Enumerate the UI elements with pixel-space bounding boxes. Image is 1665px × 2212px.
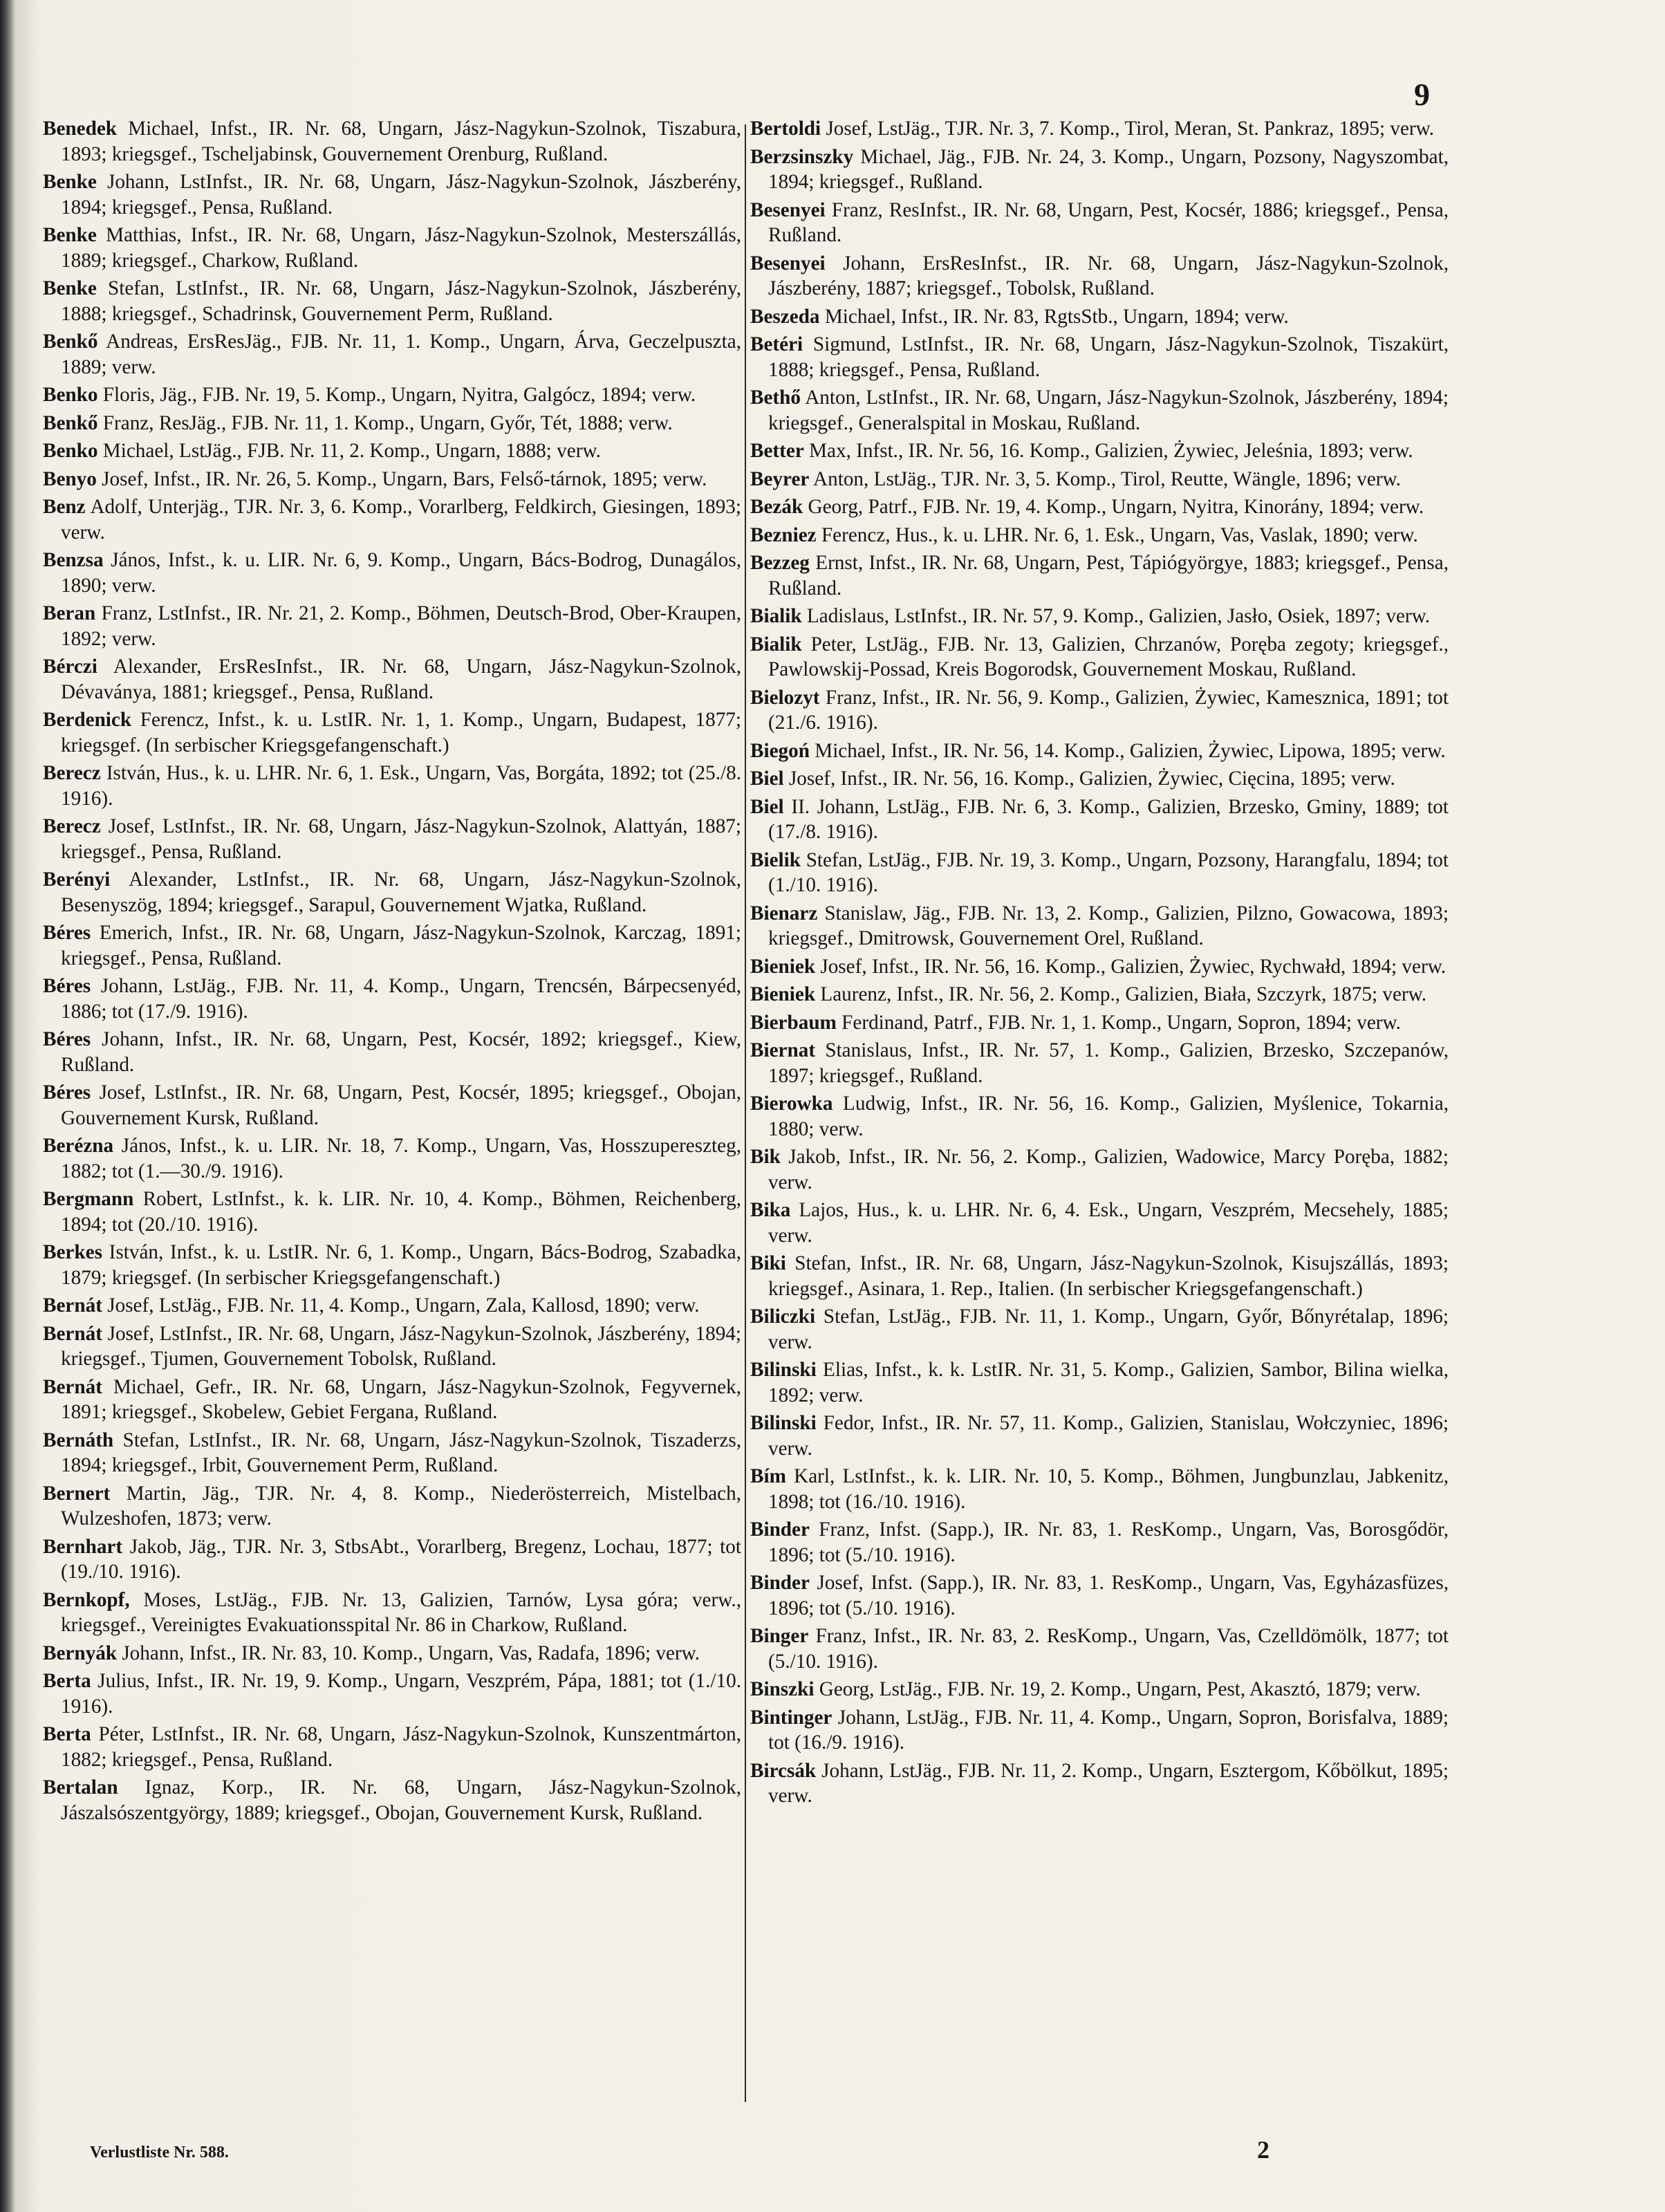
list-entry [750, 1677, 1449, 1702]
entry-surname: Bialik [750, 633, 802, 656]
left-column [43, 116, 741, 2129]
list-entry [43, 467, 741, 492]
right-column [750, 116, 1449, 2129]
entry-details: Stefan, LstJäg., FJB. Nr. 19, 3. Komp., Ungarn, Pozsony, Harangfalu, 1894; tot (1./10. 1916). [768, 848, 1449, 896]
list-entry [43, 1428, 741, 1478]
entry-details: Anton, LstInfst., IR. Nr. 68, Ungarn, Jász-Nagykun-Szolnok, Jászberény, 1894; kriegsgef., Generalspital in Moskau, Rußland. [768, 387, 1449, 434]
list-entry [43, 1321, 741, 1372]
entry-details: Franz, ResJäg., FJB. Nr. 11, 1. Komp., Ungarn, Győr, Tét, 1888; verw. [102, 411, 673, 434]
entry-surname: Berkes [43, 1241, 102, 1263]
entry-details: Michael, Gefr., IR. Nr. 68, Ungarn, Jász-Nagykun-Szolnok, Fegyvernek, 1891; kriegsgef., Skobelew, Gebiet Fergana, Rußland. [61, 1375, 741, 1423]
entry-details: Andreas, ErsResJäg., FJB. Nr. 11, 1. Komp., Ungarn, Árva, Geczelpuszta, 1889; verw. [61, 331, 741, 378]
list-entry [750, 685, 1449, 736]
entry-details: Stefan, LstInfst., IR. Nr. 68, Ungarn, Jász-Nagykun-Szolnok, Tiszaderzs, 1894; kriegsgef., Irbit, Gouvernement Perm, Rußland. [61, 1429, 741, 1476]
entry-details: Georg, Patrf., FJB. Nr. 19, 4. Komp., Ungarn, Nyitra, Kinorány, 1894; verw. [808, 496, 1424, 518]
entry-details: Johann, LstJäg., FJB. Nr. 11, 2. Komp., Ungarn, Esztergom, Kőbölkut, 1895; verw. [768, 1759, 1449, 1807]
entry-details: Josef, LstInfst., IR. Nr. 68, Ungarn, Jász-Nagykun-Szolnok, Alattyán, 1887; kriegsgef., Pensa, Rußland. [61, 815, 741, 863]
entry-details: Franz, Infst., IR. Nr. 83, 2. ResKomp., Ungarn, Vas, Czelldömölk, 1877; tot (5./10. 1916). [768, 1625, 1449, 1673]
entry-details: János, Infst., k. u. LIR. Nr. 6, 9. Komp., Ungarn, Bács-Bodrog, Dunagálos, 1890; verw. [61, 549, 741, 597]
entry-details: Stefan, LstJäg., FJB. Nr. 11, 1. Komp., Ungarn, Győr, Bőnyrétalap, 1896; verw. [768, 1305, 1449, 1353]
list-entry [43, 974, 741, 1024]
list-entry [43, 1293, 741, 1319]
entry-surname: Beran [43, 602, 96, 624]
list-entry [750, 1411, 1449, 1461]
footer-list-number: Verlustliste Nr. 588. [90, 2144, 229, 2162]
entry-surname: Better [750, 440, 804, 462]
list-entry [750, 385, 1449, 436]
entry-surname: Beyrer [750, 467, 810, 490]
entry-details: Michael, Jäg., FJB. Nr. 24, 3. Komp., Ungarn, Pozsony, Nagyszombat, 1894; kriegsgef., Rußland. [768, 145, 1449, 193]
entry-details: Ernst, Infst., IR. Nr. 68, Ungarn, Pest, Tápiógyörgye, 1883; kriegsgef., Pensa, Rußland. [768, 552, 1449, 600]
entry-surname: Bím [750, 1465, 786, 1487]
entry-details: Robert, LstInfst., k. k. LIR. Nr. 10, 4. Komp., Böhmen, Reichenberg, 1894; tot (20./10. 1916). [61, 1188, 741, 1236]
entry-surname: Bik [750, 1146, 781, 1168]
entry-surname: Bernert [43, 1482, 111, 1505]
entry-surname: Bezniez [750, 523, 817, 546]
list-entry [43, 867, 741, 918]
list-entry [43, 438, 741, 464]
entry-surname: Bieniek [750, 955, 816, 978]
list-entry [43, 1775, 741, 1825]
list-entry [43, 1588, 741, 1638]
list-entry [43, 707, 741, 758]
list-entry [750, 738, 1449, 764]
list-entry [43, 1027, 741, 1077]
entry-surname: Bircsák [750, 1759, 817, 1782]
entry-details: Ferdinand, Patrf., FJB. Nr. 1, 1. Komp., Ungarn, Sopron, 1894; verw. [841, 1011, 1401, 1034]
entry-details: Michael, Infst., IR. Nr. 56, 14. Komp., Galizien, Żywiec, Lipowa, 1895; verw. [815, 739, 1446, 762]
entry-details: Josef, Infst., IR. Nr. 56, 16. Komp., Galizien, Żywiec, Cięcina, 1895; verw. [788, 768, 1395, 790]
list-entry [43, 329, 741, 380]
entry-surname: Benke [43, 171, 97, 193]
list-entry [750, 848, 1449, 898]
entry-surname: Bienarz [750, 902, 818, 924]
entry-surname: Bernát [43, 1294, 102, 1317]
list-entry [750, 794, 1449, 845]
entry-surname: Bernkopf, [43, 1588, 130, 1611]
entry-surname: Bertoldi [750, 118, 821, 140]
entry-surname: Besenyei [750, 198, 826, 221]
entry-surname: Bezzeg [750, 552, 810, 574]
entry-surname: Benkő [43, 331, 98, 353]
list-entry [43, 276, 741, 326]
entry-details: Johann, ErsResInfst., IR. Nr. 68, Ungarn, Jász-Nagykun-Szolnok, Jászberény, 1887; kriegsgef., Tobolsk, Rußland. [768, 252, 1449, 299]
list-entry [43, 1669, 741, 1719]
entry-details: II. Johann, LstJäg., FJB. Nr. 6, 3. Komp., Galizien, Brzesko, Gminy, 1889; tot (17./8. 1916). [768, 795, 1449, 843]
entry-surname: Besenyei [750, 252, 826, 275]
entry-surname: Bethő [750, 387, 801, 409]
entry-details: Michael, Infst., IR. Nr. 83, RgtsStb., Ungarn, 1894; verw. [824, 305, 1289, 328]
entry-surname: Binszki [750, 1678, 815, 1700]
list-entry [43, 1534, 741, 1585]
entry-details: Stanislaw, Jäg., FJB. Nr. 13, 2. Komp., Galizien, Pilzno, Gowacowa, 1893; kriegsgef., Dmitrowsk, Gouvernement Orel, Rußland. [768, 902, 1449, 949]
entry-details: Anton, LstJäg., TJR. Nr. 3, 5. Komp., Tirol, Reutte, Wängle, 1896; verw. [813, 467, 1401, 490]
entry-details: Matthias, Infst., IR. Nr. 68, Ungarn, Jász-Nagykun-Szolnok, Mesterszállás, 1889; kriegsgef., Charkow, Rußland. [61, 224, 741, 272]
list-entry [750, 632, 1449, 682]
list-entry [43, 116, 741, 167]
entry-details: Josef, LstInfst., IR. Nr. 68, Ungarn, Pest, Kocsér, 1895; kriegsgef., Obojan, Gouvernement Kursk, Rußland. [61, 1081, 741, 1129]
entry-surname: Benzsa [43, 549, 104, 571]
entry-surname: Bieniek [750, 983, 816, 1005]
entry-details: Péter, LstInfst., IR. Nr. 68, Ungarn, Jász-Nagykun-Szolnok, Kunszentmárton, 1882; kriegsgef., Pensa, Rußland. [61, 1723, 741, 1771]
entry-details: Josef, Infst., IR. Nr. 26, 5. Komp., Ungarn, Bars, Felső-tárnok, 1895; verw. [102, 467, 707, 490]
entry-details: Johann, LstInfst., IR. Nr. 68, Ungarn, Jász-Nagykun-Szolnok, Jászberény, 1894; kriegsgef., Pensa, Rußland. [61, 171, 741, 219]
list-entry [43, 548, 741, 598]
entry-details: Josef, LstJäg., FJB. Nr. 11, 4. Komp., Ungarn, Zala, Kallosd, 1890; verw. [107, 1294, 700, 1317]
entry-surname: Bielozyt [750, 686, 820, 709]
entry-surname: Berdenick [43, 709, 132, 731]
entry-details: Jakob, Infst., IR. Nr. 56, 2. Komp., Galizien, Wadowice, Marcy Poręba, 1882; verw. [768, 1146, 1449, 1193]
entry-details: Franz, Infst. (Sapp.), IR. Nr. 83, 1. ResKomp., Ungarn, Vas, Borosgődör, 1896; tot (5./10. 1916). [768, 1518, 1449, 1566]
entry-details: Laurenz, Infst., IR. Nr. 56, 2. Komp., Galizien, Biała, Szczyrk, 1875; verw. [820, 983, 1427, 1005]
entry-details: János, Infst., k. u. LIR. Nr. 18, 7. Komp., Ungarn, Vas, Hosszupereszteg, 1882; tot (1.—30./9. 1916). [61, 1135, 741, 1182]
list-entry [750, 1144, 1449, 1195]
entry-surname: Biel [750, 795, 784, 818]
list-entry [43, 601, 741, 651]
list-entry [43, 1481, 741, 1532]
list-entry [750, 1357, 1449, 1408]
entry-surname: Bernáth [43, 1429, 114, 1451]
entry-details: Lajos, Hus., k. u. LHR. Nr. 6, 4. Esk., Ungarn, Veszprém, Mecsehely, 1885; verw. [768, 1199, 1449, 1247]
list-entry [750, 982, 1449, 1007]
entry-details: Johann, Infst., IR. Nr. 68, Ungarn, Pest, Kocsér, 1892; kriegsgef., Kiew, Rußland. [61, 1028, 741, 1076]
entry-details: Stanislaus, Infst., IR. Nr. 57, 1. Komp., Galizien, Brzesko, Szczepanów, 1897; kriegsgef., Rußland. [768, 1039, 1449, 1087]
list-entry [750, 766, 1449, 792]
entry-surname: Biliczki [750, 1305, 816, 1328]
list-entry [750, 550, 1449, 601]
entry-surname: Bergmann [43, 1188, 134, 1210]
list-entry [750, 1304, 1449, 1355]
page-number: 9 [1414, 77, 1430, 112]
entry-details: Franz, LstInfst., IR. Nr. 21, 2. Komp., Böhmen, Deutsch-Brod, Ober-Kraupen, 1892; verw. [61, 602, 741, 650]
entry-details: Stefan, LstInfst., IR. Nr. 68, Ungarn, Jász-Nagykun-Szolnok, Jászberény, 1888; kriegsgef., Schadrinsk, Gouvernement Perm, Rußland. [61, 277, 741, 325]
entry-surname: Bialik [750, 605, 802, 627]
list-entry [750, 198, 1449, 248]
list-entry [43, 920, 741, 971]
entry-surname: Biel [750, 768, 784, 790]
list-entry [750, 1198, 1449, 1248]
entry-details: Ladislaus, LstInfst., IR. Nr. 57, 9. Komp., Galizien, Jasło, Osiek, 1897; verw. [806, 605, 1431, 627]
entry-surname: Berzsinszky [750, 145, 854, 168]
entry-details: Franz, Infst., IR. Nr. 56, 9. Komp., Galizien, Żywiec, Kamesznica, 1891; tot (21./6. 1916). [768, 686, 1449, 734]
list-entry [750, 1091, 1449, 1142]
list-entry [750, 954, 1449, 980]
entry-surname: Béres [43, 975, 91, 997]
entry-surname: Biernat [750, 1039, 816, 1061]
entry-details: Karl, LstInfst., k. k. LIR. Nr. 10, 5. Komp., Böhmen, Jungbunzlau, Jabkenitz, 1898; tot (16./10. 1916). [768, 1465, 1449, 1513]
list-entry [43, 654, 741, 705]
list-entry [43, 169, 741, 220]
list-entry [750, 1624, 1449, 1674]
list-entry [750, 251, 1449, 301]
entry-surname: Berecz [43, 762, 101, 784]
entry-surname: Beszeda [750, 305, 820, 328]
list-entry [750, 1464, 1449, 1514]
entry-surname: Berta [43, 1670, 91, 1692]
entry-surname: Biki [750, 1252, 786, 1274]
entry-surname: Benke [43, 277, 97, 299]
entry-surname: Binder [750, 1572, 810, 1594]
entry-surname: Béres [43, 1028, 91, 1050]
list-entry [750, 467, 1449, 492]
entry-surname: Bernyák [43, 1642, 118, 1664]
list-entry [750, 332, 1449, 382]
entry-details: Ferencz, Infst., k. u. LstIR. Nr. 1, 1. Komp., Ungarn, Budapest, 1877; kriegsgef. (In serbischer Kriegsgefangenschaft.) [61, 709, 741, 756]
entry-surname: Benkő [43, 411, 98, 434]
list-entry [43, 494, 741, 545]
entry-surname: Benko [43, 384, 98, 406]
entry-details: Sigmund, LstInfst., IR. Nr. 68, Ungarn, Jász-Nagykun-Szolnok, Tiszakürt, 1888; kriegsgef., Pensa, Rußland. [768, 333, 1449, 381]
list-entry [750, 494, 1449, 520]
entry-surname: Berézna [43, 1135, 114, 1157]
entry-details: Josef, LstInfst., IR. Nr. 68, Ungarn, Jász-Nagykun-Szolnok, Jászberény, 1894; kriegsgef., Tjumen, Gouvernement Tobolsk, Rußland. [61, 1322, 741, 1370]
entry-details: Fedor, Infst., IR. Nr. 57, 11. Komp., Galizien, Stanislau, Wołczyniec, 1896; verw. [768, 1412, 1449, 1460]
list-entry [750, 1705, 1449, 1756]
list-entry [43, 411, 741, 436]
entry-surname: Benz [43, 496, 86, 518]
entry-details: Jakob, Jäg., TJR. Nr. 3, StbsAbt., Vorarlberg, Bregenz, Lochau, 1877; tot (19./10. 1916). [61, 1535, 741, 1583]
entry-surname: Berta [43, 1723, 91, 1745]
list-entry [750, 116, 1449, 142]
entry-details: Adolf, Unterjäg., TJR. Nr. 3, 6. Komp., Vorarlberg, Feldkirch, Giesingen, 1893; verw. [61, 496, 741, 543]
entry-surname: Biegoń [750, 739, 810, 762]
list-entry [43, 1641, 741, 1666]
entry-details: István, Hus., k. u. LHR. Nr. 6, 1. Esk., Ungarn, Vas, Borgáta, 1892; tot (25./8. 1916). [61, 762, 741, 810]
list-entry [750, 901, 1449, 951]
column-divider [745, 124, 746, 2102]
entry-details: Emerich, Infst., IR. Nr. 68, Ungarn, Jász-Nagykun-Szolnok, Karczag, 1891; kriegsgef., Pensa, Rußland. [61, 922, 741, 969]
entry-surname: Benko [43, 440, 98, 462]
list-entry [750, 1038, 1449, 1088]
list-entry [43, 814, 741, 864]
entry-surname: Berényi [43, 868, 111, 891]
list-entry [750, 1251, 1449, 1301]
entry-surname: Bilinski [750, 1359, 817, 1381]
entry-details: Max, Infst., IR. Nr. 56, 16. Komp., Galizien, Żywiec, Jeleśnia, 1893; verw. [809, 440, 1413, 462]
entry-details: Moses, LstJäg., FJB. Nr. 13, Galizien, Tarnów, Lysa góra; verw., kriegsgef., Vereinigtes Evakuationsspital Nr. 86 in Charkow, Rußland. [61, 1588, 741, 1636]
entry-surname: Bezák [750, 496, 803, 518]
list-entry [43, 223, 741, 273]
list-entry [750, 1010, 1449, 1036]
entry-surname: Béres [43, 922, 91, 944]
list-entry [750, 604, 1449, 629]
entry-details: Johann, LstJäg., FJB. Nr. 11, 4. Komp., Ungarn, Sopron, Borisfalva, 1889; tot (16./9. 1916). [768, 1706, 1449, 1754]
entry-details: Ludwig, Infst., IR. Nr. 56, 16. Komp., Galizien, Myślenice, Tokarnia, 1880; verw. [768, 1093, 1449, 1140]
entry-surname: Bernhart [43, 1535, 123, 1558]
list-entry [750, 304, 1449, 330]
entry-details: Franz, ResInfst., IR. Nr. 68, Ungarn, Pest, Kocsér, 1886; kriegsgef., Pensa, Rußland. [768, 198, 1449, 246]
entry-surname: Bierbaum [750, 1011, 837, 1034]
entry-details: Elias, Infst., k. k. LstIR. Nr. 31, 5. Komp., Galizien, Sambor, Bilina wielka, 1892; verw. [768, 1359, 1449, 1406]
entry-details: Martin, Jäg., TJR. Nr. 4, 8. Komp., Niederösterreich, Mistelbach, Wulzeshofen, 1873; verw. [61, 1482, 741, 1530]
entry-details: Stefan, Infst., IR. Nr. 68, Ungarn, Jász-Nagykun-Szolnok, Kisujszállás, 1893; kriegsgef., Asinara, 1. Rep., Italien. (In serbischer Kriegsgefangenschaft.) [768, 1252, 1449, 1300]
entry-surname: Bierowka [750, 1093, 833, 1115]
entry-surname: Betéri [750, 333, 803, 355]
entry-details: Josef, Infst., IR. Nr. 56, 16. Komp., Galizien, Żywiec, Rychwałd, 1894; verw. [820, 955, 1447, 978]
entry-surname: Bielik [750, 848, 801, 871]
list-entry [750, 1517, 1449, 1568]
list-entry [43, 1080, 741, 1131]
list-entry [43, 1187, 741, 1237]
entry-details: Floris, Jäg., FJB. Nr. 19, 5. Komp., Ungarn, Nyitra, Galgócz, 1894; verw. [102, 384, 696, 406]
entry-details: Michael, LstJäg., FJB. Nr. 11, 2. Komp., Ungarn, 1888; verw. [102, 440, 601, 462]
entry-details: Josef, LstJäg., TJR. Nr. 3, 7. Komp., Tirol, Meran, St. Pankraz, 1895; verw. [826, 118, 1435, 140]
entry-surname: Bilinski [750, 1412, 817, 1434]
list-entry [750, 1758, 1449, 1809]
entry-surname: Béres [43, 1081, 91, 1104]
list-entry [43, 1133, 741, 1184]
entry-details: Julius, Infst., IR. Nr. 19, 9. Komp., Ungarn, Veszprém, Pápa, 1881; tot (1./10. 1916). [61, 1670, 741, 1718]
list-entry [43, 761, 741, 811]
entry-surname: Bika [750, 1199, 791, 1221]
list-entry [43, 382, 741, 408]
list-entry [750, 438, 1449, 464]
list-entry [43, 1722, 741, 1772]
entry-surname: Binger [750, 1625, 809, 1647]
entry-details: Johann, LstJäg., FJB. Nr. 11, 4. Komp., Ungarn, Trencsén, Bárpecsenyéd, 1886; tot (17./9. 1916). [61, 975, 741, 1023]
list-entry [750, 523, 1449, 548]
entry-surname: Bernát [43, 1375, 102, 1398]
entry-surname: Bernát [43, 1322, 102, 1345]
entry-details: Ignaz, Korp., IR. Nr. 68, Ungarn, Jász-Nagykun-Szolnok, Jászalsószentgyörgy, 1889; kriegsgef., Obojan, Gouvernement Kursk, Rußland. [61, 1776, 741, 1824]
entry-details: Georg, LstJäg., FJB. Nr. 19, 2. Komp., Ungarn, Pest, Akasztó, 1879; verw. [819, 1678, 1421, 1700]
entry-details: Alexander, ErsResInfst., IR. Nr. 68, Ungarn, Jász-Nagykun-Szolnok, Dévaványa, 1881; kriegsgef., Pensa, Rußland. [61, 656, 741, 703]
entry-details: Michael, Infst., IR. Nr. 68, Ungarn, Jász-Nagykun-Szolnok, Tiszabura, 1893; kriegsgef., Tscheljabinsk, Gouvernement Orenburg, Rußland. [61, 118, 741, 165]
entry-surname: Bertalan [43, 1776, 118, 1799]
entry-surname: Benedek [43, 118, 118, 140]
entry-details: Josef, Infst. (Sapp.), IR. Nr. 83, 1. ResKomp., Ungarn, Vas, Egyházasfüzes, 1896; tot (5./10. 1916). [768, 1572, 1449, 1619]
entry-details: Peter, LstJäg., FJB. Nr. 13, Galizien, Chrzanów, Poręba zegoty; kriegsgef., Pawlowskij-Possad, Kreis Bogorodsk, Gouvernement Moskau, Rußland. [768, 633, 1449, 680]
list-entry [750, 145, 1449, 195]
footer-signature-mark: 2 [1257, 2136, 1269, 2164]
list-entry [43, 1375, 741, 1425]
entry-surname: Benyo [43, 467, 97, 490]
entry-details: Ferencz, Hus., k. u. LHR. Nr. 6, 1. Esk., Ungarn, Vas, Vaslak, 1890; verw. [821, 523, 1418, 546]
entry-details: Alexander, LstInfst., IR. Nr. 68, Ungarn, Jász-Nagykun-Szolnok, Besenyszög, 1894; kriegsgef., Sarapul, Gouvernement Wjatka, Rußland. [61, 868, 741, 916]
list-entry [750, 1570, 1449, 1621]
entry-surname: Bintinger [750, 1706, 832, 1729]
list-entry [43, 1240, 741, 1290]
entry-surname: Bérczi [43, 656, 97, 678]
entry-details: István, Infst., k. u. LstIR. Nr. 6, 1. Komp., Ungarn, Bács-Bodrog, Szabadka, 1879; kriegsgef. (In serbischer Kriegsgefangenschaft.) [61, 1241, 741, 1289]
entry-surname: Binder [750, 1518, 810, 1541]
entry-details: Johann, Infst., IR. Nr. 83, 10. Komp., Ungarn, Vas, Radafa, 1896; verw. [122, 1642, 700, 1664]
entry-surname: Benke [43, 224, 97, 246]
entry-surname: Berecz [43, 815, 101, 837]
